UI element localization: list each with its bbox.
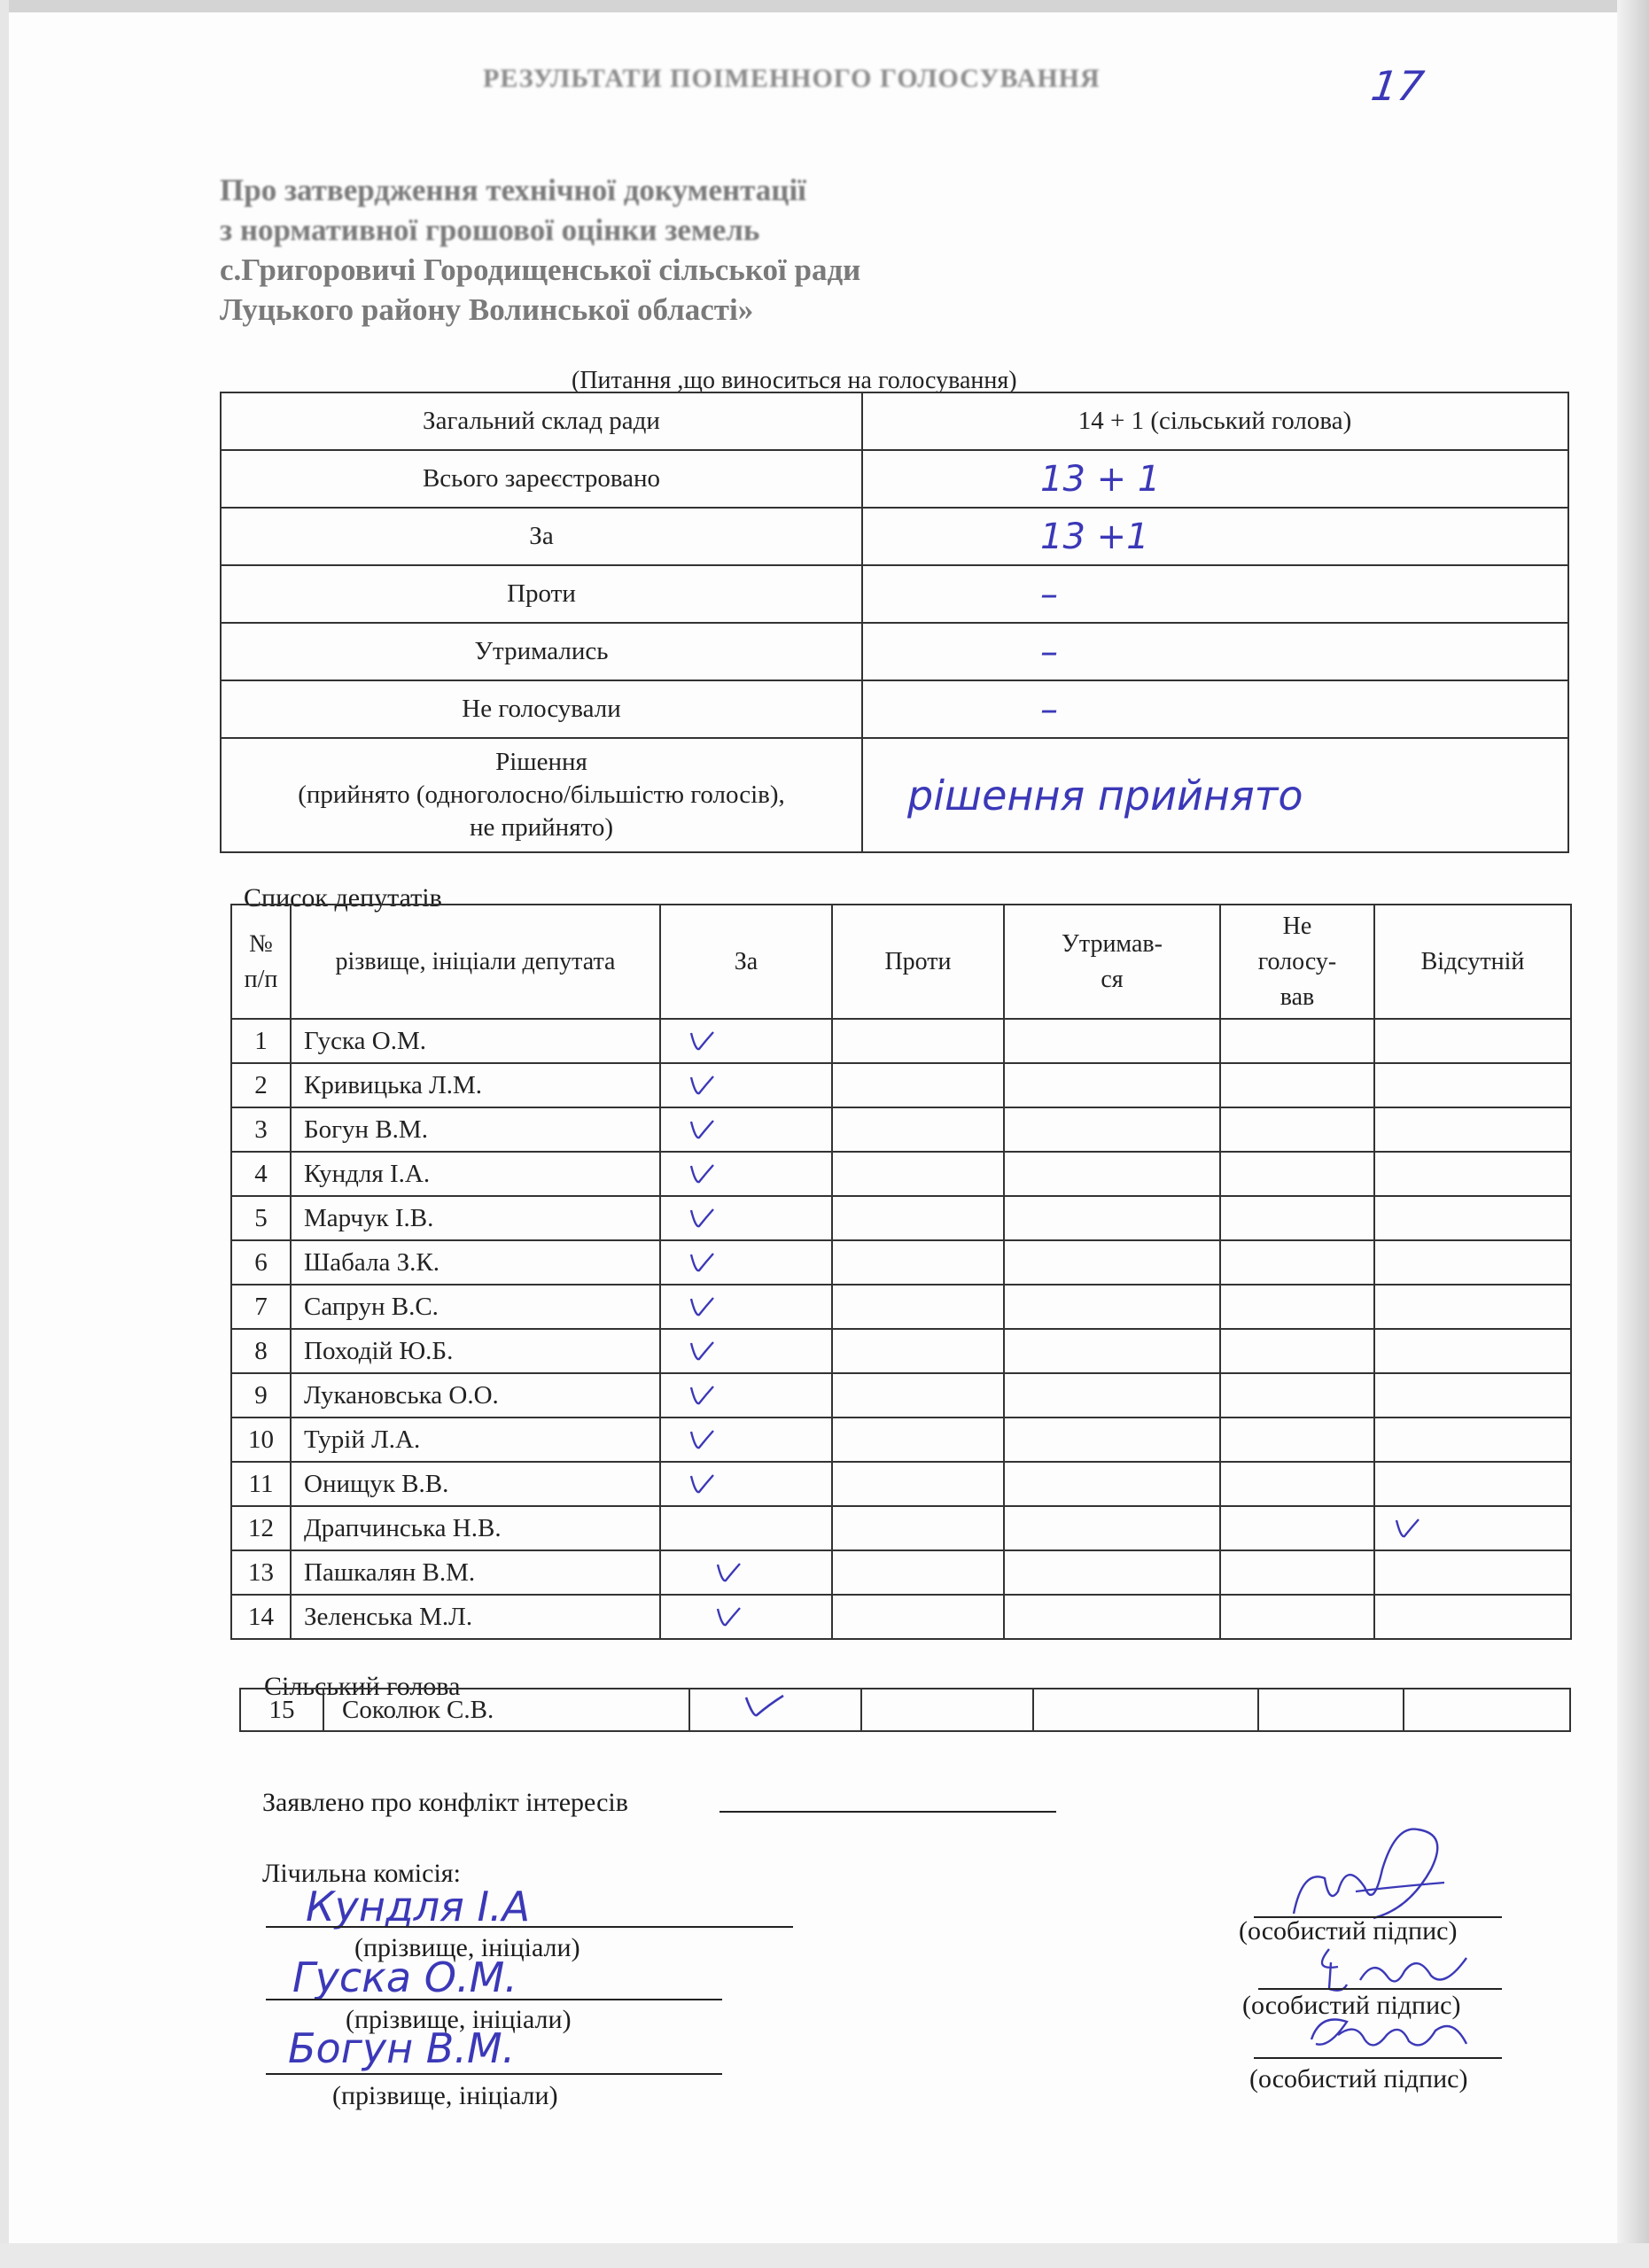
results-value: 13 +1 — [1040, 516, 1149, 557]
cell-vidsutnii — [1374, 1152, 1571, 1196]
row-num: 15 — [240, 1689, 323, 1731]
cell-proty — [832, 1462, 1004, 1506]
table-row — [231, 1550, 1571, 1595]
signature-line — [1254, 2057, 1502, 2059]
question-caption: (Питання ,що виноситься на голосування) — [572, 367, 1017, 394]
cell-ne-holosuvav — [1220, 1595, 1374, 1639]
checkmark-icon — [688, 1118, 715, 1141]
village-head-caption: Сільський голова — [264, 1672, 461, 1701]
checkmark-icon — [688, 1472, 715, 1495]
checkmark-icon — [744, 1694, 785, 1719]
checkmark-icon — [688, 1251, 715, 1274]
row-num: 5 — [231, 1196, 291, 1240]
results-row — [221, 565, 1568, 623]
cell-za — [660, 1506, 832, 1550]
row-name: Лукановська О.О. — [291, 1373, 660, 1418]
results-value: – — [1040, 688, 1058, 730]
results-value: 13 + 1 — [1040, 458, 1161, 500]
cell-vidsutnii — [1374, 1329, 1571, 1373]
scan-edge-top — [0, 0, 1649, 12]
col-utrymav-header-line: ся — [1101, 965, 1124, 993]
cell-za — [660, 1462, 832, 1506]
results-value-cell — [862, 680, 1568, 738]
cell-utrymav — [1004, 1019, 1220, 1063]
results-label: Утримались — [221, 623, 862, 680]
cell-proty — [832, 1063, 1004, 1107]
cell-proty — [832, 1240, 1004, 1285]
member-caption: (прізвище, ініціали) — [354, 1933, 580, 1962]
cell-ne-holosuvav — [1220, 1063, 1374, 1107]
checkmark-icon — [715, 1605, 742, 1628]
cell-proty — [832, 1506, 1004, 1550]
checkmark-icon — [715, 1561, 742, 1584]
cell-vidsutnii — [1374, 1418, 1571, 1462]
subject-line: з нормативної грошової оцінки земель — [220, 213, 760, 247]
cell-za — [660, 1329, 832, 1373]
cell-utrymav — [1004, 1240, 1220, 1285]
col-utrymav-header — [1004, 905, 1220, 1019]
results-value-cell — [862, 392, 1568, 450]
cell-ne-holosuvav — [1220, 1418, 1374, 1462]
col-ne-holosuvav-header-line: вав — [1280, 983, 1315, 1011]
decision-label-line: не прийнято) — [469, 813, 613, 842]
cell-utrymav — [1004, 1462, 1220, 1506]
results-label: Проти — [221, 565, 862, 623]
cell-utrymav — [1004, 1063, 1220, 1107]
cell-proty — [832, 1595, 1004, 1639]
col-num-header — [231, 905, 291, 1019]
results-value: 14 + 1 (сільський голова) — [1077, 407, 1352, 435]
cell-za — [660, 1418, 832, 1462]
table-row — [231, 1506, 1571, 1550]
cell-utrymav — [1004, 1418, 1220, 1462]
row-num: 11 — [231, 1462, 291, 1506]
results-label: Загальний склад ради — [221, 392, 862, 450]
cell-utrymav — [1004, 1373, 1220, 1418]
row-num: 7 — [231, 1285, 291, 1329]
signature-caption: (особистий підпис) — [1242, 1991, 1461, 2020]
results-value-cell — [862, 565, 1568, 623]
checkmark-icon — [688, 1162, 715, 1185]
subject-line: Про затвердження технічної документації — [220, 173, 806, 207]
cell-utrymav — [1004, 1152, 1220, 1196]
table-row — [231, 1595, 1571, 1639]
cell-ne-holosuvav — [1220, 1285, 1374, 1329]
table-row — [240, 1689, 1570, 1731]
row-num: 3 — [231, 1107, 291, 1152]
results-label: Всього зареєстровано — [221, 450, 862, 508]
table-row — [231, 1063, 1571, 1107]
row-name: Сапрун В.С. — [291, 1285, 660, 1329]
row-num: 6 — [231, 1240, 291, 1285]
row-name: Пашкалян В.М. — [291, 1550, 660, 1595]
cell-utrymav — [1004, 1506, 1220, 1550]
cell-proty — [861, 1689, 1033, 1731]
commission-member-line — [266, 1926, 793, 1928]
member-caption: (прізвище, ініціали) — [346, 2005, 572, 2034]
cell-utrymav — [1033, 1689, 1258, 1731]
results-label: Не голосували — [221, 680, 862, 738]
checkmark-icon — [688, 1428, 715, 1451]
village-head-table — [239, 1688, 1571, 1732]
row-num: 14 — [231, 1595, 291, 1639]
row-num: 8 — [231, 1329, 291, 1373]
commission-member-handwritten: Богун В.М. — [288, 2024, 516, 2072]
cell-utrymav — [1004, 1550, 1220, 1595]
col-ne-holosuvav-header — [1220, 905, 1374, 1019]
table-row — [231, 1285, 1571, 1329]
col-vidsutnii-header: Відсутній — [1374, 905, 1571, 1019]
row-num: 13 — [231, 1550, 291, 1595]
deputies-header-row — [231, 905, 1571, 1019]
signature-caption: (особистий підпис) — [1239, 1916, 1458, 1946]
cell-utrymav — [1004, 1285, 1220, 1329]
cell-za — [660, 1595, 832, 1639]
cell-vidsutnii — [1374, 1595, 1571, 1639]
cell-proty — [832, 1107, 1004, 1152]
cell-ne-holosuvav — [1220, 1152, 1374, 1196]
checkmark-icon — [688, 1384, 715, 1407]
results-row — [221, 623, 1568, 680]
table-row — [231, 1329, 1571, 1373]
deputies-table — [230, 904, 1572, 1640]
row-name: Онищук В.В. — [291, 1462, 660, 1506]
table-row — [231, 1240, 1571, 1285]
row-name: Шабала З.К. — [291, 1240, 660, 1285]
cell-proty — [832, 1550, 1004, 1595]
cell-ne-holosuvav — [1220, 1019, 1374, 1063]
cell-proty — [832, 1285, 1004, 1329]
row-name: Марчук І.В. — [291, 1196, 660, 1240]
row-name: Богун В.М. — [291, 1107, 660, 1152]
row-name: Турій Л.А. — [291, 1418, 660, 1462]
subject-line: Луцького району Волинської області» — [220, 292, 754, 327]
row-num: 9 — [231, 1373, 291, 1418]
results-value-cell — [862, 508, 1568, 565]
scan-edge-left — [0, 0, 9, 2268]
deputies-list-caption: Список депутатів — [244, 883, 442, 913]
table-row — [231, 1019, 1571, 1063]
checkmark-icon — [688, 1074, 715, 1097]
commission-member-line — [266, 2073, 722, 2075]
cell-vidsutnii — [1374, 1019, 1571, 1063]
cell-vidsutnii — [1374, 1063, 1571, 1107]
checkmark-icon — [688, 1029, 715, 1052]
commission-member-line — [266, 1999, 722, 2000]
col-za-header: За — [660, 905, 832, 1019]
cell-proty — [832, 1329, 1004, 1373]
results-row — [221, 392, 1568, 450]
table-row — [231, 1152, 1571, 1196]
cell-ne-holosuvav — [1220, 1462, 1374, 1506]
decision-value: рішення прийнято — [907, 771, 1303, 819]
cell-utrymav — [1004, 1595, 1220, 1639]
cell-proty — [832, 1019, 1004, 1063]
table-row — [231, 1107, 1571, 1152]
checkmark-icon — [688, 1295, 715, 1318]
results-value: – — [1040, 631, 1058, 672]
decision-value-cell — [862, 738, 1568, 852]
cell-utrymav — [1004, 1196, 1220, 1240]
subject-line: с.Григоровичі Городищенської сільської ради — [220, 252, 861, 287]
row-name: Зеленська М.Л. — [291, 1595, 660, 1639]
col-proty-header: Проти — [832, 905, 1004, 1019]
results-value-cell — [862, 623, 1568, 680]
cell-vidsutnii — [1374, 1107, 1571, 1152]
row-name: Походій Ю.Б. — [291, 1329, 660, 1373]
cell-ne-holosuvav — [1220, 1329, 1374, 1373]
col-num-header-line: № — [249, 929, 273, 958]
voting-results-table — [220, 392, 1569, 853]
row-num: 12 — [231, 1506, 291, 1550]
row-num: 1 — [231, 1019, 291, 1063]
row-num: 2 — [231, 1063, 291, 1107]
cell-utrymav — [1004, 1329, 1220, 1373]
cell-vidsutnii — [1404, 1689, 1570, 1731]
conflict-of-interest-line — [719, 1811, 1056, 1813]
cell-za — [660, 1019, 832, 1063]
cell-za — [660, 1240, 832, 1285]
col-ne-holosuvav-header-line: голосу- — [1257, 947, 1337, 975]
col-ne-holosuvav-header-line: Не — [1282, 912, 1312, 940]
decision-label-line: Рішення — [495, 748, 587, 776]
table-row — [231, 1418, 1571, 1462]
col-utrymav-header-line: Утримав- — [1062, 929, 1163, 958]
cell-ne-holosuvav — [1220, 1240, 1374, 1285]
results-value: – — [1040, 573, 1058, 615]
row-name: Соколюк С.В. — [323, 1689, 689, 1731]
checkmark-icon — [688, 1207, 715, 1230]
decision-label-line: (прийнято (одноголосно/більшістю голосів), — [298, 781, 785, 809]
results-row — [221, 508, 1568, 565]
scan-edge-bottom — [0, 2243, 1649, 2268]
row-name: Кундля І.А. — [291, 1152, 660, 1196]
cell-proty — [832, 1196, 1004, 1240]
row-name: Гуска О.М. — [291, 1019, 660, 1063]
cell-ne-holosuvav — [1258, 1689, 1404, 1731]
deputies-body — [231, 1019, 1571, 1639]
col-name-header: різвище, ініціали депутата — [291, 905, 660, 1019]
cell-ne-holosuvav — [1220, 1196, 1374, 1240]
checkmark-icon — [688, 1340, 715, 1363]
table-row — [231, 1462, 1571, 1506]
cell-utrymav — [1004, 1107, 1220, 1152]
cell-za — [660, 1107, 832, 1152]
handwritten-page-number: 17 — [1368, 62, 1427, 110]
signature-caption: (особистий підпис) — [1249, 2064, 1468, 2093]
cell-vidsutnii — [1374, 1462, 1571, 1506]
row-num: 4 — [231, 1152, 291, 1196]
cell-vidsutnii — [1374, 1285, 1571, 1329]
cell-ne-holosuvav — [1220, 1550, 1374, 1595]
cell-za — [660, 1063, 832, 1107]
decision-label — [221, 738, 862, 852]
row-name: Кривицька Л.М. — [291, 1063, 660, 1107]
results-body — [221, 392, 1568, 738]
col-num-header-line: п/п — [244, 965, 278, 993]
scan-edge-right — [1617, 0, 1649, 2268]
signature-1-icon — [1241, 1807, 1506, 1931]
conflict-of-interest-label: Заявлено про конфлікт інтересів — [262, 1788, 628, 1817]
cell-vidsutnii — [1374, 1240, 1571, 1285]
decision-row — [221, 738, 1568, 852]
results-row — [221, 450, 1568, 508]
results-value-cell — [862, 450, 1568, 508]
cell-za — [660, 1373, 832, 1418]
cell-vidsutnii — [1374, 1373, 1571, 1418]
subject-block — [220, 170, 1106, 330]
cell-za — [689, 1689, 861, 1731]
cell-za — [660, 1152, 832, 1196]
commission-label: Лічильна комісія: — [262, 1859, 461, 1888]
cell-ne-holosuvav — [1220, 1506, 1374, 1550]
cell-proty — [832, 1373, 1004, 1418]
signature-line — [1258, 1988, 1502, 1990]
row-num: 10 — [231, 1418, 291, 1462]
cell-vidsutnii — [1374, 1196, 1571, 1240]
table-row — [231, 1196, 1571, 1240]
cell-za — [660, 1285, 832, 1329]
table-row — [231, 1373, 1571, 1418]
results-label: За — [221, 508, 862, 565]
member-caption: (прізвище, ініціали) — [332, 2081, 558, 2110]
cell-ne-holosuvav — [1220, 1107, 1374, 1152]
cell-vidsutnii — [1374, 1550, 1571, 1595]
cell-za — [660, 1550, 832, 1595]
cell-za — [660, 1196, 832, 1240]
cell-proty — [832, 1152, 1004, 1196]
commission-member-handwritten: Кундля І.А — [306, 1883, 531, 1930]
commission-member-handwritten: Гуска О.М. — [292, 1953, 517, 2001]
checkmark-icon — [1394, 1517, 1420, 1540]
cell-ne-holosuvav — [1220, 1373, 1374, 1418]
results-row — [221, 680, 1568, 738]
page-heading: РЕЗУЛЬТАТИ ПОІМЕННОГО ГОЛОСУВАННЯ — [483, 64, 1101, 93]
cell-proty — [832, 1418, 1004, 1462]
row-name: Драпчинська Н.В. — [291, 1506, 660, 1550]
cell-vidsutnii — [1374, 1506, 1571, 1550]
